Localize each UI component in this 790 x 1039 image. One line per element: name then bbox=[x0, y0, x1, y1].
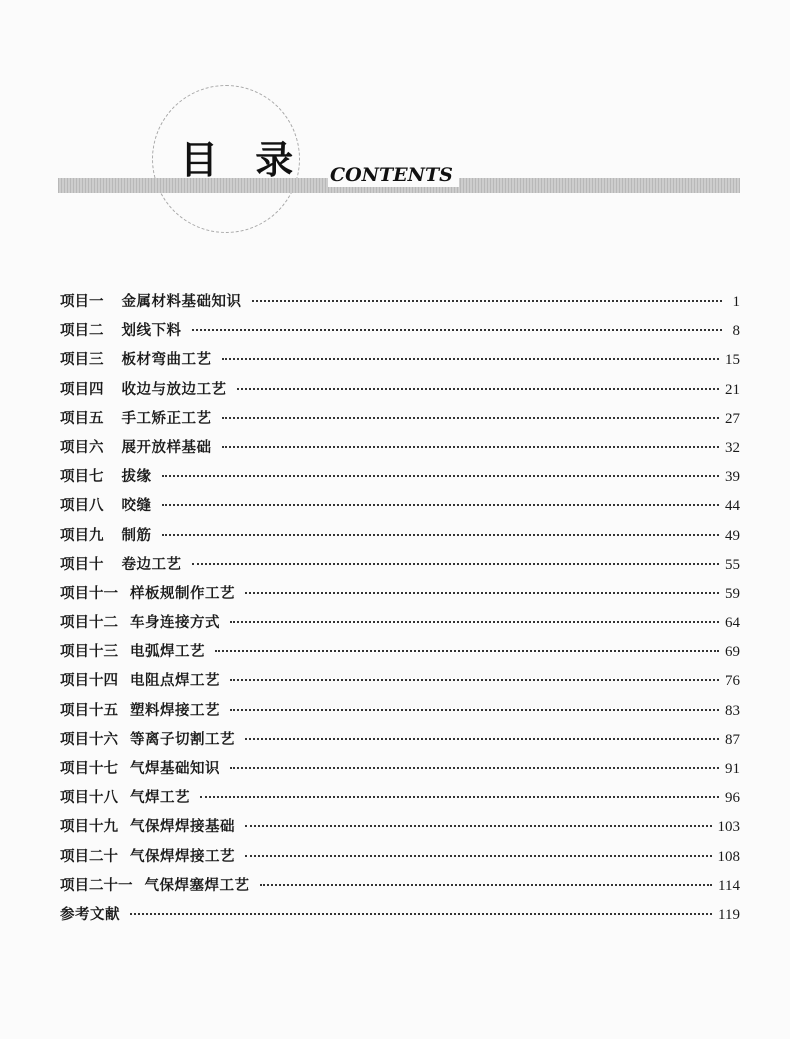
toc-leader bbox=[230, 678, 719, 681]
toc-number: 项目一 bbox=[60, 294, 104, 310]
toc-leader bbox=[260, 883, 713, 886]
toc-page-number: 39 bbox=[725, 469, 740, 486]
toc-title: 电弧焊工艺 bbox=[130, 644, 205, 661]
toc-entry[interactable] bbox=[60, 609, 740, 638]
toc-title: 气保焊焊接基础 bbox=[130, 819, 235, 836]
toc-number: 项目九 bbox=[60, 527, 104, 544]
toc-leader bbox=[200, 795, 719, 798]
toc-entry[interactable] bbox=[60, 580, 740, 609]
toc-entry[interactable] bbox=[60, 697, 740, 726]
toc-number: 项目八 bbox=[60, 498, 104, 515]
toc-leader bbox=[162, 533, 720, 536]
toc-page-number: 64 bbox=[725, 615, 740, 632]
toc-title: 拔缘 bbox=[121, 469, 152, 486]
toc-title: 制筋 bbox=[121, 527, 152, 544]
toc-page-number: 15 bbox=[725, 352, 740, 369]
toc-page-number: 55 bbox=[725, 556, 740, 573]
toc-page-number: 119 bbox=[718, 906, 740, 923]
toc-title: 电阻点焊工艺 bbox=[130, 673, 220, 690]
toc-entry[interactable] bbox=[60, 755, 740, 784]
toc-title: 板材弯曲工艺 bbox=[121, 352, 212, 369]
toc-leader bbox=[192, 328, 723, 331]
toc-page-number: 21 bbox=[725, 381, 740, 398]
toc-entry[interactable] bbox=[60, 638, 740, 667]
toc-title: 气焊基础知识 bbox=[130, 761, 220, 777]
toc-entry[interactable] bbox=[60, 346, 740, 375]
toc-leader bbox=[245, 854, 712, 857]
toc-number: 项目三 bbox=[60, 352, 104, 369]
toc-page-number: 1 bbox=[732, 294, 740, 310]
toc-entry[interactable] bbox=[60, 492, 740, 521]
toc-title: 车身连接方式 bbox=[130, 615, 220, 632]
toc-entry[interactable] bbox=[60, 463, 740, 492]
toc-title: 咬缝 bbox=[121, 498, 152, 515]
toc-leader bbox=[215, 649, 719, 652]
toc-leader bbox=[222, 416, 720, 419]
toc-entry[interactable] bbox=[60, 522, 740, 551]
toc-title: 划线下料 bbox=[121, 323, 182, 340]
toc-leader bbox=[222, 445, 720, 448]
toc-number: 项目五 bbox=[60, 410, 104, 427]
toc-number: 项目十 bbox=[60, 556, 104, 573]
table-of-contents bbox=[60, 288, 740, 930]
toc-entry[interactable] bbox=[60, 813, 740, 842]
toc-number: 项目十三 bbox=[60, 644, 118, 661]
toc-entry[interactable] bbox=[60, 288, 740, 317]
page-title: 目 录 bbox=[180, 138, 306, 182]
toc-entry[interactable] bbox=[60, 317, 740, 346]
toc-entry[interactable] bbox=[60, 726, 740, 755]
toc-entry[interactable] bbox=[60, 784, 740, 813]
toc-page-number: 32 bbox=[725, 439, 740, 456]
toc-number: 项目七 bbox=[60, 469, 104, 486]
toc-entry-references[interactable] bbox=[60, 901, 740, 930]
toc-page-number: 76 bbox=[725, 673, 740, 690]
toc-title: 收边与放边工艺 bbox=[121, 381, 227, 398]
toc-number: 项目二十 bbox=[60, 848, 118, 865]
toc-title: 塑料焊接工艺 bbox=[130, 702, 220, 719]
toc-page-number: 87 bbox=[725, 731, 740, 748]
toc-number: 项目十七 bbox=[60, 761, 118, 777]
toc-number: 项目十八 bbox=[60, 790, 118, 807]
toc-entry[interactable] bbox=[60, 376, 740, 405]
toc-leader bbox=[237, 387, 720, 390]
toc-leader bbox=[130, 912, 712, 915]
toc-page-number: 108 bbox=[717, 848, 740, 865]
toc-title: 手工矫正工艺 bbox=[121, 410, 212, 427]
toc-page-number: 96 bbox=[725, 790, 740, 807]
toc-number: 项目十五 bbox=[60, 702, 118, 719]
toc-title: 展开放样基础 bbox=[121, 439, 212, 456]
toc-number: 项目四 bbox=[60, 381, 104, 398]
toc-leader bbox=[245, 591, 719, 594]
toc-page-number: 91 bbox=[725, 761, 740, 777]
toc-leader bbox=[230, 766, 719, 769]
toc-page-number: 44 bbox=[725, 498, 740, 515]
toc-page-number: 69 bbox=[725, 644, 740, 661]
toc-number: 项目十六 bbox=[60, 731, 118, 748]
toc-leader bbox=[252, 299, 723, 302]
toc-page-number: 83 bbox=[725, 702, 740, 719]
toc-leader bbox=[162, 503, 720, 506]
toc-page-number: 114 bbox=[718, 877, 740, 894]
toc-number: 项目二十一 bbox=[60, 877, 133, 894]
toc-entry[interactable] bbox=[60, 843, 740, 872]
toc-title: 样板规制作工艺 bbox=[130, 585, 235, 602]
toc-leader bbox=[222, 357, 720, 360]
toc-entry[interactable] bbox=[60, 667, 740, 696]
toc-page-number: 8 bbox=[732, 323, 740, 340]
toc-entry[interactable] bbox=[60, 434, 740, 463]
toc-entry[interactable] bbox=[60, 551, 740, 580]
toc-number: 项目十二 bbox=[60, 615, 118, 632]
toc-number: 项目二 bbox=[60, 323, 104, 340]
toc-leader bbox=[192, 562, 720, 565]
toc-leader bbox=[245, 737, 719, 740]
toc-entry[interactable] bbox=[60, 872, 740, 901]
toc-page-number: 49 bbox=[725, 527, 740, 544]
page-subtitle-english: CONTENTS bbox=[328, 163, 459, 187]
toc-page-number: 27 bbox=[725, 410, 740, 427]
toc-title: 金属材料基础知识 bbox=[121, 294, 242, 310]
toc-leader bbox=[162, 474, 720, 477]
toc-title: 等离子切割工艺 bbox=[130, 731, 235, 748]
toc-entry[interactable] bbox=[60, 405, 740, 434]
toc-leader bbox=[230, 620, 719, 623]
toc-title: 气保焊焊接工艺 bbox=[130, 848, 235, 865]
toc-title: 气保焊塞焊工艺 bbox=[144, 877, 250, 894]
toc-number: 项目十一 bbox=[60, 585, 118, 602]
toc-leader bbox=[230, 708, 719, 711]
toc-title: 参考文献 bbox=[60, 906, 120, 923]
toc-page-number: 59 bbox=[725, 585, 740, 602]
toc-title: 气焊工艺 bbox=[130, 790, 190, 807]
toc-number: 项目六 bbox=[60, 439, 104, 456]
toc-title: 卷边工艺 bbox=[121, 556, 182, 573]
toc-number: 项目十四 bbox=[60, 673, 118, 690]
toc-leader bbox=[245, 824, 712, 827]
toc-number: 项目十九 bbox=[60, 819, 118, 836]
toc-page-number: 103 bbox=[717, 819, 740, 836]
